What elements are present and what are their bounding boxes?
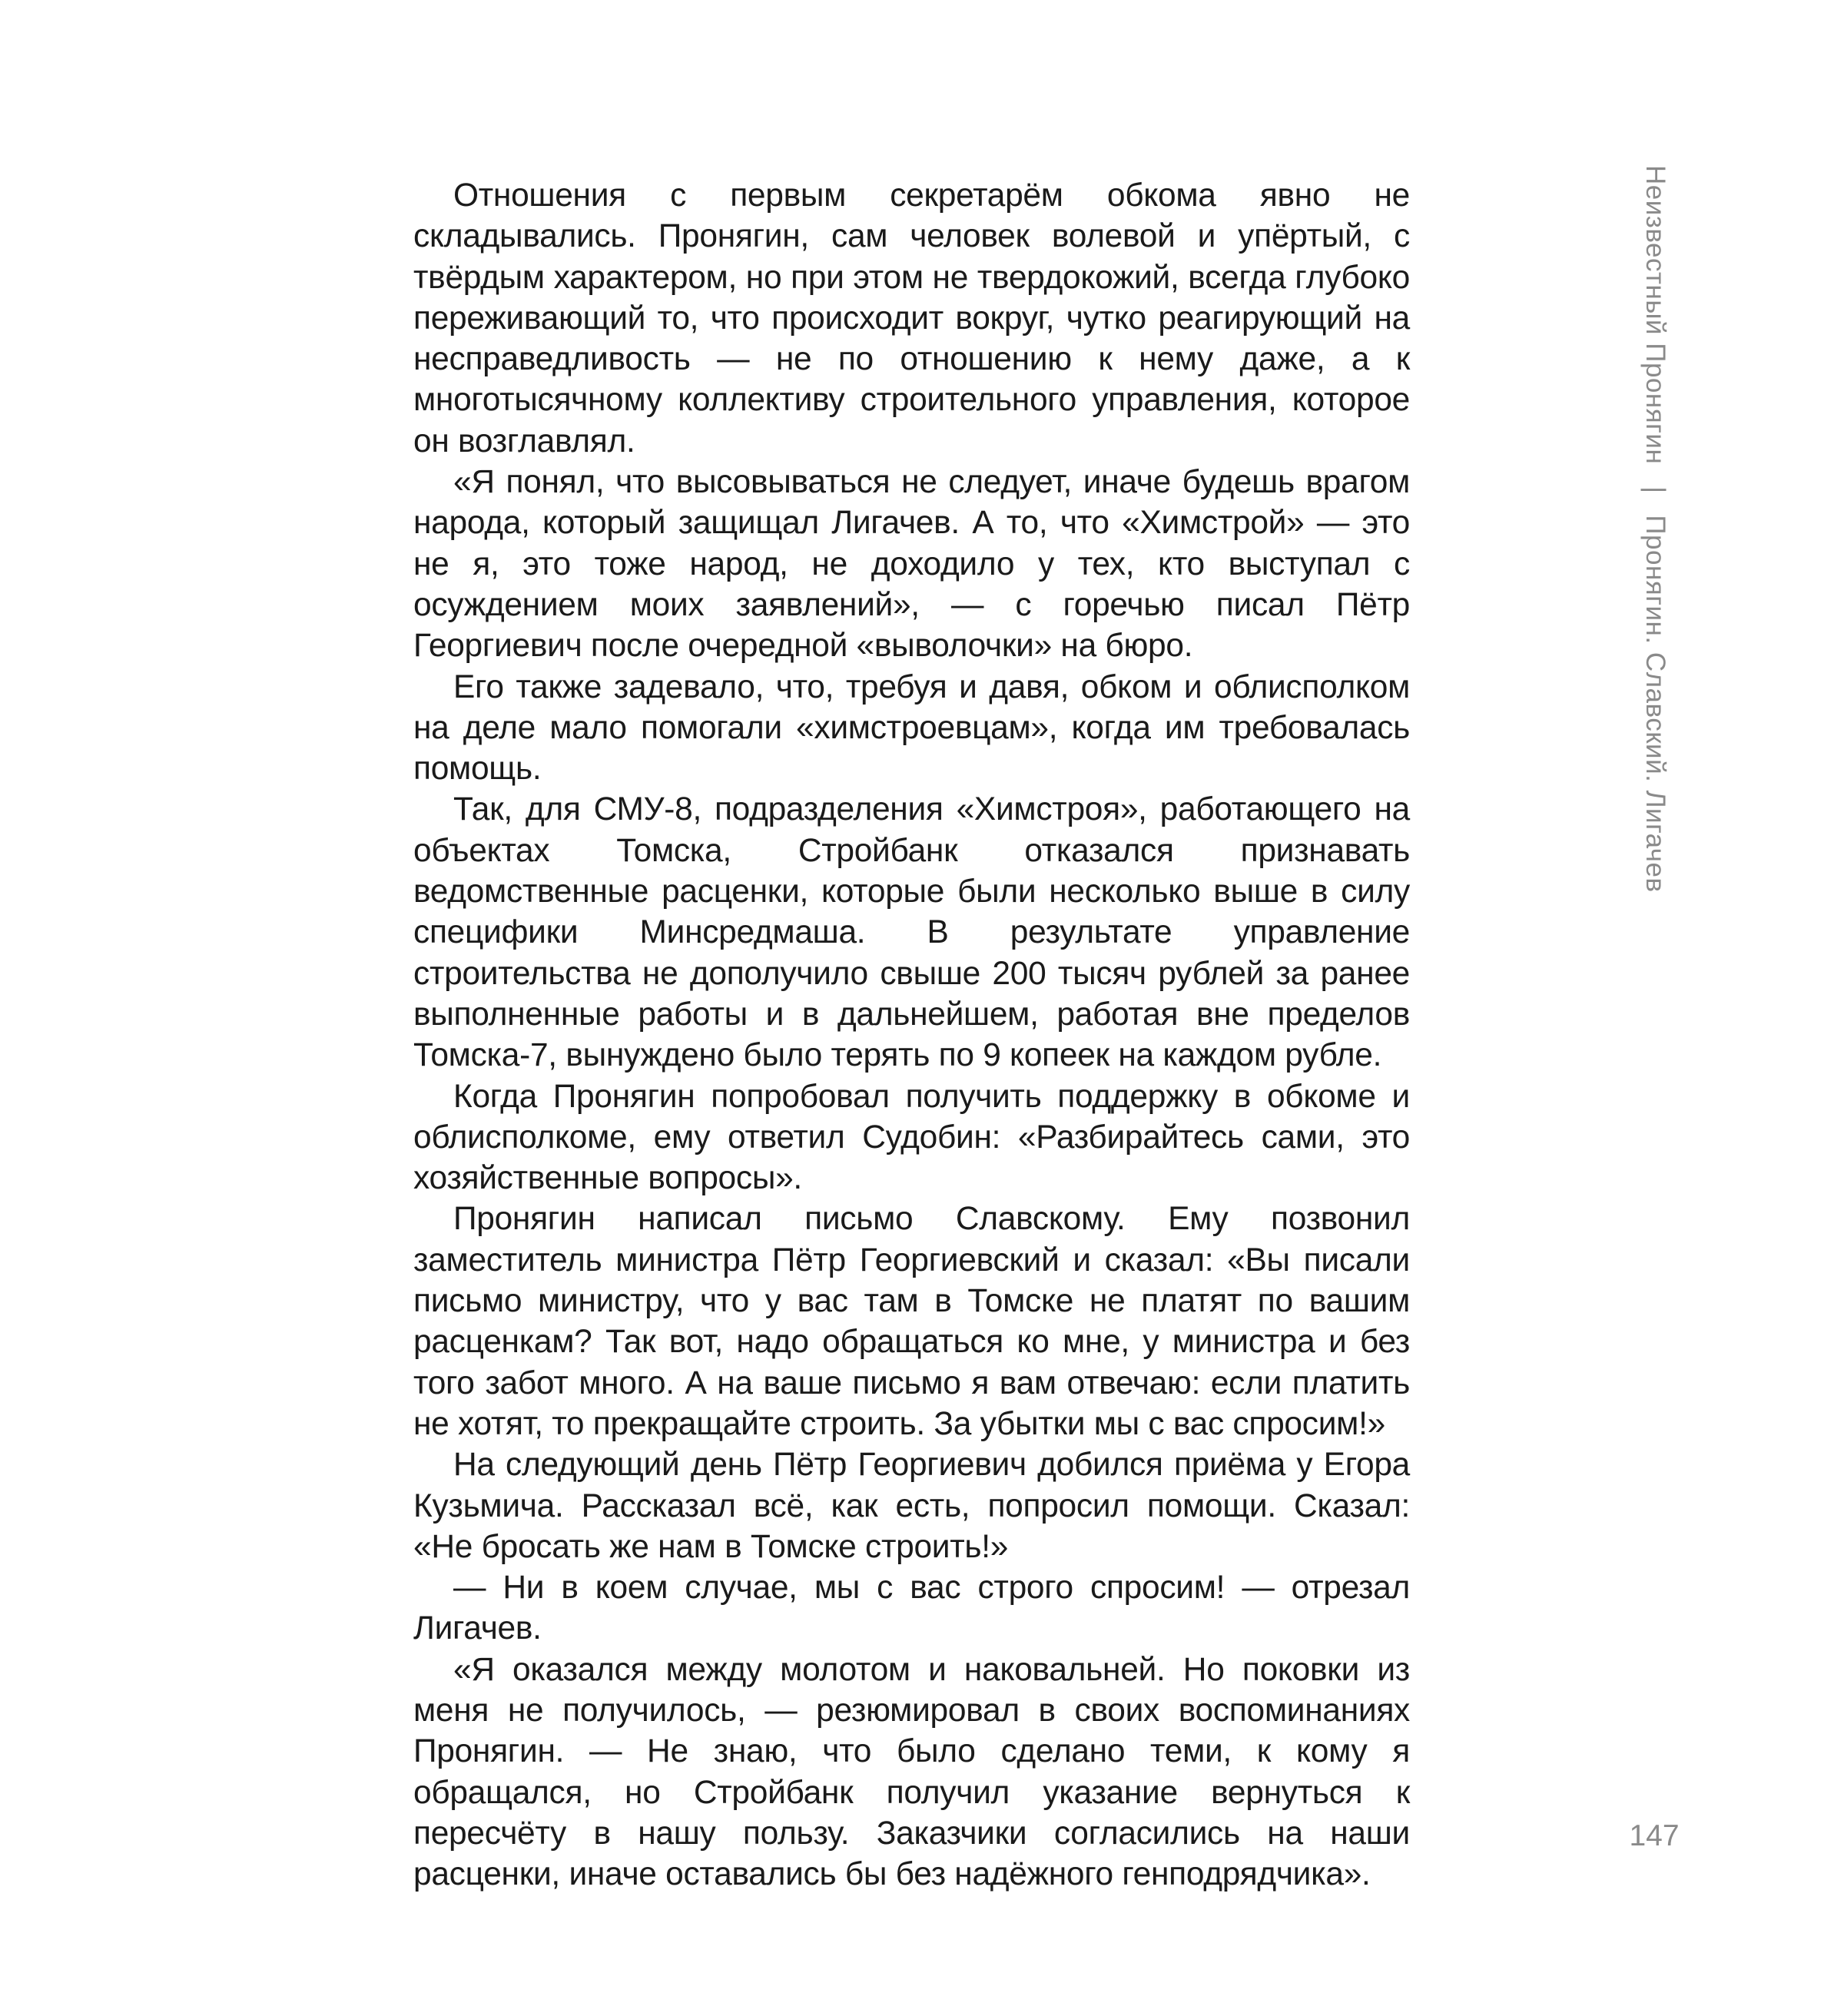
running-head-chapter-title: Пронягин. Славский. Лигачев	[1640, 515, 1670, 893]
paragraph: «Я понял, что высовываться не следует, иначе будешь врагом народа, который защищал Лигачев. А то, что «Химстрой» — это не я, это тоже народ, не доходило у тех, кто выступал с осуждением моих заявлений», — с горечью писал Пётр Георгиевич после очередной «выволочки» на бюро.	[413, 464, 1410, 665]
paragraph: Так, для СМУ-8, подразделения «Химстроя», работающего на объектах Томска, Стройбанк отказался признавать ведомственные расценки, которые были несколько выше в силу специфики Минсредмаша. В результате управление строительства не дополучило свыше 200 тысяч рублей за ранее выполненные работы и в дальнейшем, работая вне пределов Томска-7, вынуждено было терять по 9 копеек на каждом рубле.	[413, 791, 1410, 1074]
paragraph: Пронягин написал письмо Славскому. Ему позвонил заместитель министра Пётр Георгиевский и сказал: «Вы писали письмо министру, что у вас там в Томске не платят по вашим расценкам? Так вот, надо обращаться ко мне, у министра и без того забот много. А на ваше письмо я вам отвечаю: если платить не хотят, то прекращайте строить. За убытки мы с вас спросим!»	[413, 1201, 1410, 1442]
body-text	[413, 175, 1410, 1895]
paragraph: — Ни в коем случае, мы с вас строго спросим! — отрезал Лигачев.	[413, 1570, 1410, 1647]
paragraph: Когда Пронягин попробовал получить поддержку в обкоме и облисполкоме, ему ответил Судобин: «Разбирайтесь сами, это хозяйственные вопросы».	[413, 1078, 1410, 1197]
running-head-separator: |	[1640, 486, 1670, 494]
paragraph: Отношения с первым секретарём обкома явно не складывались. Пронягин, сам человек волевой и упёртый, с твёрдым характером, но при этом не твердокожий, всегда глубоко переживающий то, что происходит вокруг, чутко реагирующий на несправедливость — не по отношению к нему даже, а к многотысячному коллективу строительного управления, которое он возглавлял.	[413, 177, 1410, 459]
paragraph: Его также задевало, что, требуя и давя, обком и облисполком на деле мало помогали «химстроевцам», когда им требовалась помощь.	[413, 668, 1410, 788]
page-number: 147	[1629, 1819, 1680, 1852]
running-head-book-title: Неизвестный Пронягин	[1640, 165, 1670, 465]
paragraph: На следующий день Пётр Георгиевич добился приёма у Егора Кузьмича. Рассказал всё, как есть, попросил помощи. Сказал: «Не бросать же нам в Томске строить!»	[413, 1447, 1410, 1565]
running-head	[1632, 165, 1678, 893]
paragraph: «Я оказался между молотом и наковальней. Но поковки из меня не получилось, — резюмировал в своих воспоминаниях Пронягин. — Не знаю, что было сделано теми, к кому я обращался, но Стройбанк получил указание вернуться к пересчёту в нашу пользу. Заказчики согласились на наши расценки, иначе оставались бы без надёжного генподрядчика».	[413, 1651, 1410, 1893]
